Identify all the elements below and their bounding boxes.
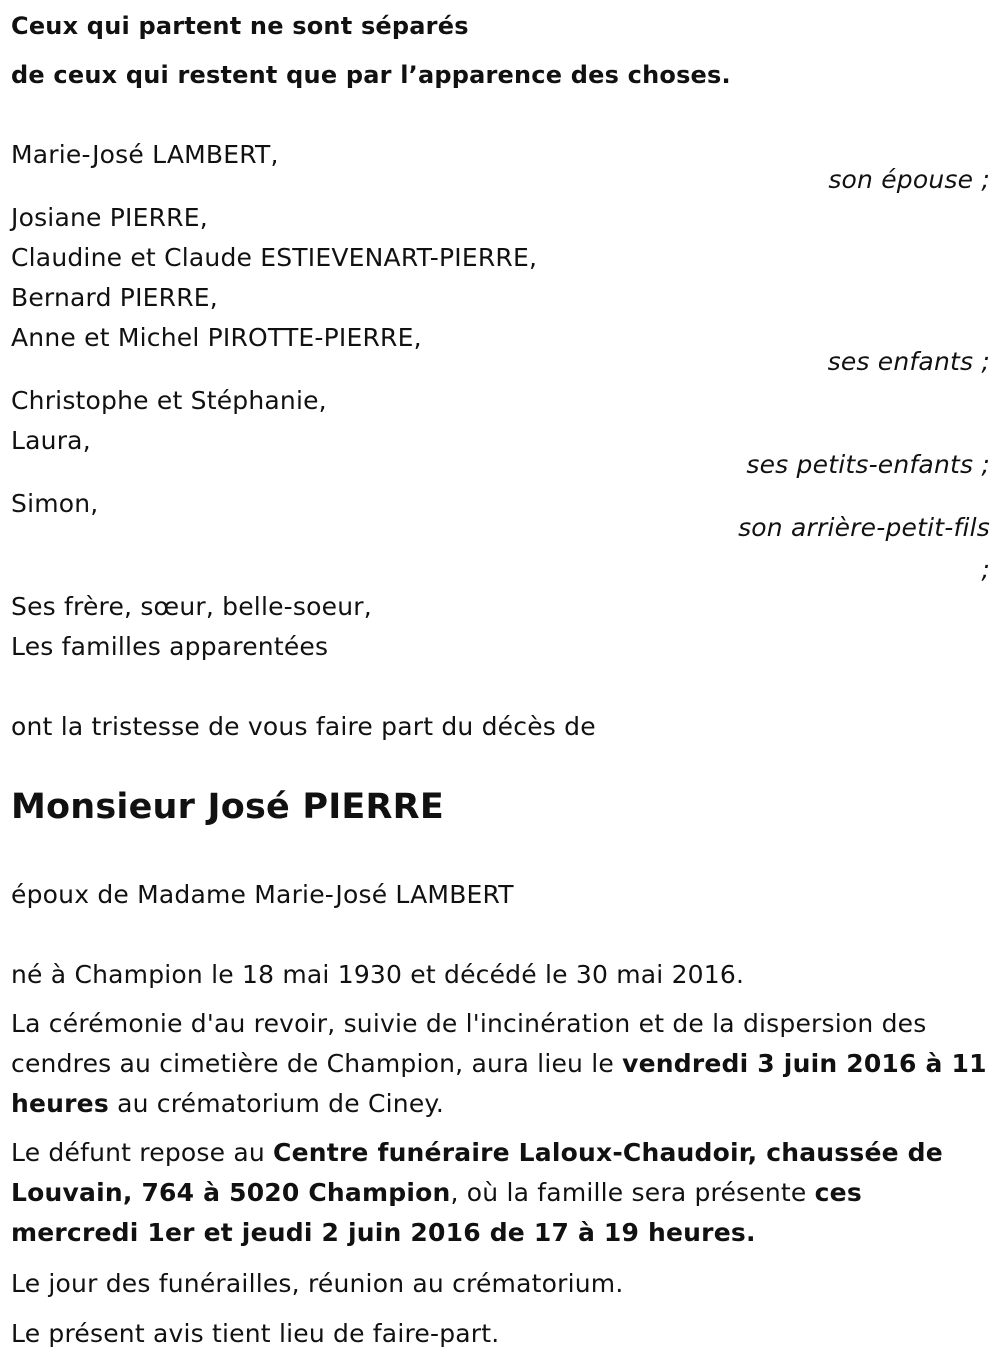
child-name: Bernard PIERRE, xyxy=(11,283,218,312)
child-name: Anne et Michel PIROTTE-PIERRE, xyxy=(11,323,422,352)
epigraph-line-2: de ceux qui restent que par l’apparence des choses. xyxy=(11,61,731,89)
spouse-name: Marie-José LAMBERT, xyxy=(11,140,279,169)
rest-text-middle: , où la famille sera présente xyxy=(450,1178,815,1207)
rest-paragraph xyxy=(11,1133,996,1253)
funeral-home: Centre funéraire Laloux-Chaudoir, chaussée de Louvain, 764 à 5020 Champion xyxy=(11,1138,943,1207)
child-name: Claudine et Claude ESTIEVENART-PIERRE, xyxy=(11,243,538,272)
great-grandchild-role-end: ; xyxy=(981,555,990,584)
great-grandchild-name: Simon, xyxy=(11,489,99,518)
visiting-hours: ces mercredi 1er et jeudi 2 juin 2016 de 17 à 19 heures. xyxy=(11,1178,862,1247)
ceremony-paragraph xyxy=(11,1004,996,1124)
closing-line: Le présent avis tient lieu de faire-part. xyxy=(11,1319,500,1348)
children-role: ses enfants ; xyxy=(827,347,990,376)
deceased-name: Monsieur José PIERRE xyxy=(11,787,444,827)
grandchild-name: Laura, xyxy=(11,426,91,455)
ceremony-date: vendredi 3 juin 2016 à 11 heures xyxy=(11,1049,987,1118)
great-grandchild-role: son arrière-petit-fils xyxy=(738,513,990,542)
epigraph-line-1: Ceux qui partent ne sont séparés xyxy=(11,12,469,40)
other-relatives: Les familles apparentées xyxy=(11,632,329,661)
ceremony-text: La cérémonie d'au revoir, suivie de l'incinération et de la dispersion des cendres au cimetière de Champion, aura lieu le xyxy=(11,1009,927,1078)
closing-line: Le jour des funérailles, réunion au crématorium. xyxy=(11,1269,624,1298)
ceremony-place: au crématorium de Ciney. xyxy=(108,1089,444,1118)
rest-text: Le défunt repose au xyxy=(11,1138,274,1167)
child-name: Josiane PIERRE, xyxy=(11,203,208,232)
other-relatives: Ses frère, sœur, belle-soeur, xyxy=(11,592,372,621)
announcement: ont la tristesse de vous faire part du décès de xyxy=(11,712,596,741)
birth-death-dates: né à Champion le 18 mai 1930 et décédé le 30 mai 2016. xyxy=(11,960,745,989)
deceased-spouse: époux de Madame Marie-José LAMBERT xyxy=(11,880,514,909)
spouse-role: son épouse ; xyxy=(828,165,990,194)
grandchildren-role: ses petits-enfants ; xyxy=(746,450,990,479)
grandchild-name: Christophe et Stéphanie, xyxy=(11,386,327,415)
